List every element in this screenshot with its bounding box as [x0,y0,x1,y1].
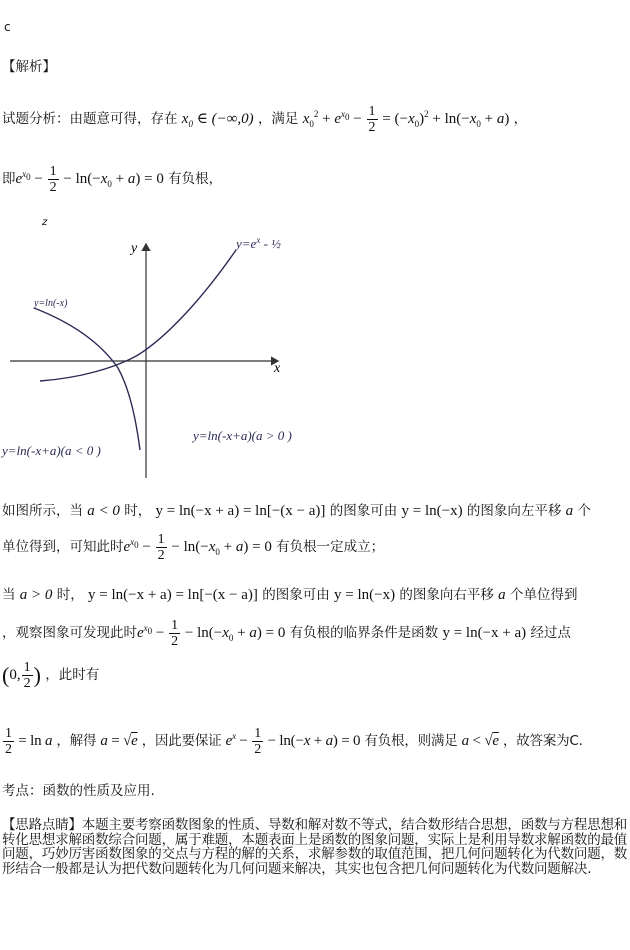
line4-equation: $e^{x_0}$ − $\frac{1}{2}$ − $\ln(-x_0 + a) = 0$ [123,532,272,563]
line3-expr: y = ln(−x + a) = ln[−(x − a)] [155,503,326,519]
label-exp: $y=e^x$ - ½ [236,235,281,251]
critical-point: (0, $\frac{1}{2}$ ) [2,660,41,691]
analysis-line-2 [2,164,630,195]
line4-tail: 有负根一定成立； [276,538,385,555]
curve-ln-neg [34,308,140,450]
line8-tail: ，故答案为C. [502,732,583,749]
analysis-line-6 [2,618,630,649]
line6-lead: ，观察图象可发现此时 [2,624,137,641]
answer-letter: c [4,20,11,34]
analysis-line-8 [2,726,630,757]
line6-tail: 经过点 [530,624,571,641]
line8-mid3: 有负根，则满足 [364,732,458,749]
stray-mark: z [42,217,48,228]
line4-lead: 单位得到，可知此时 [2,538,124,555]
analysis-line-3 [2,500,630,522]
label-a-negative: y=ln(-x+a)(a < 0 ) [2,443,101,458]
line5-mid2: 的图象可由 [262,587,330,603]
analysis-line-7 [2,660,630,691]
domain-condition: $x_0$ ∈ (−∞,0) [181,110,254,129]
line5-expr2: y = ln(−x) [334,587,396,603]
line5-mid3: 的图象向右平移 [399,587,494,603]
line2-tail: 有负根， [168,170,223,187]
label-a-positive: y=ln(-x+a)(a > 0 ) [193,428,292,443]
line5-tail: 个单位得到 [509,587,578,603]
line8-mid1: ，解得 [56,732,97,749]
line1-lead: 试题分析：由题意可得，存在 [2,110,178,127]
line1-tail: ， [513,110,528,127]
line8-eq3: $e^x$ − $\frac{1}{2}$ − ln(−x + a) = 0 [225,726,361,757]
function-graph [0,230,330,480]
line3-cond: a < 0 [87,503,120,519]
line8-mid2: ，因此要保证 [141,732,222,749]
line2-lead: 即 [2,170,16,187]
line3-tail: 个 [577,503,591,519]
analysis-line-1 [2,104,630,135]
line8-eq1: $\frac{1}{2}$ = ln a [5,726,53,757]
line5-lead: 当 [2,587,16,603]
line3-mid1: 时， [124,503,152,519]
line6-expr: y = ln(−x + a) [442,624,527,641]
line5-cond: a > 0 [19,587,53,603]
line3-lead: 如图所示，当 [2,503,83,519]
analysis-line-4 [2,532,630,563]
analysis-heading: 【解析】 [2,59,56,75]
reduced-equation: $e^{x_0}$ − $\frac{1}{2}$ − $\ln(-x_0 + a) = 0$ [15,164,164,195]
axis-x-label: x [274,361,281,376]
line3-mid2: 的图象可由 [329,503,398,519]
line1-mid: ，满足 [257,110,299,127]
line3-expr2: y = ln(−x) [401,503,463,519]
line8-eq2: a = √e [100,732,138,749]
line5-var: a [498,587,506,603]
line8-eq4: a < √e [461,732,499,749]
line5-expr: y = ln(−x + a) = ln[−(x − a)] [88,587,258,603]
line6-equation: $e^{x_0}$ − $\frac{1}{2}$ − $\ln(-x_0 + a) = 0$ [137,618,286,649]
line3-mid3: 的图象向左平移 [466,503,562,519]
line5-mid1: 时， [56,587,84,603]
silu-paragraph: 【思路点睛】本题主要考察函数图象的性质、导数和解对数不等式，结合数形结合思想，函数与方程思想和转化思想求解函数综合问题，属于难题，本题表面上是函数的图象问题，实际上是利用导数求解函数的最值问题，巧妙厉害函数图象的交点与方程的解的关系，求解参数的取值范围，把几何问题转化为代数问题，数形结合一般都是认为把代数问题转化为几何问题来解决，其实也包含把几何问题转化为代数问题解决. [2,817,628,877]
label-ln-neg: y=ln(-x) [34,298,68,309]
main-equation: $x_0^2 + e^{x_0}$ − $\frac{1}{2}$ = $(-x_0)^2 + \ln(-x_0 + a)$ [302,104,510,135]
line3-var: a [565,503,574,519]
kaodian: 考点：函数的性质及应用. [2,783,155,799]
analysis-line-5 [2,584,630,606]
line7-tail: ，此时有 [45,666,100,683]
axis-y-label: y [131,241,138,256]
line6-mid: 有负根的临界条件是函数 [289,624,439,641]
